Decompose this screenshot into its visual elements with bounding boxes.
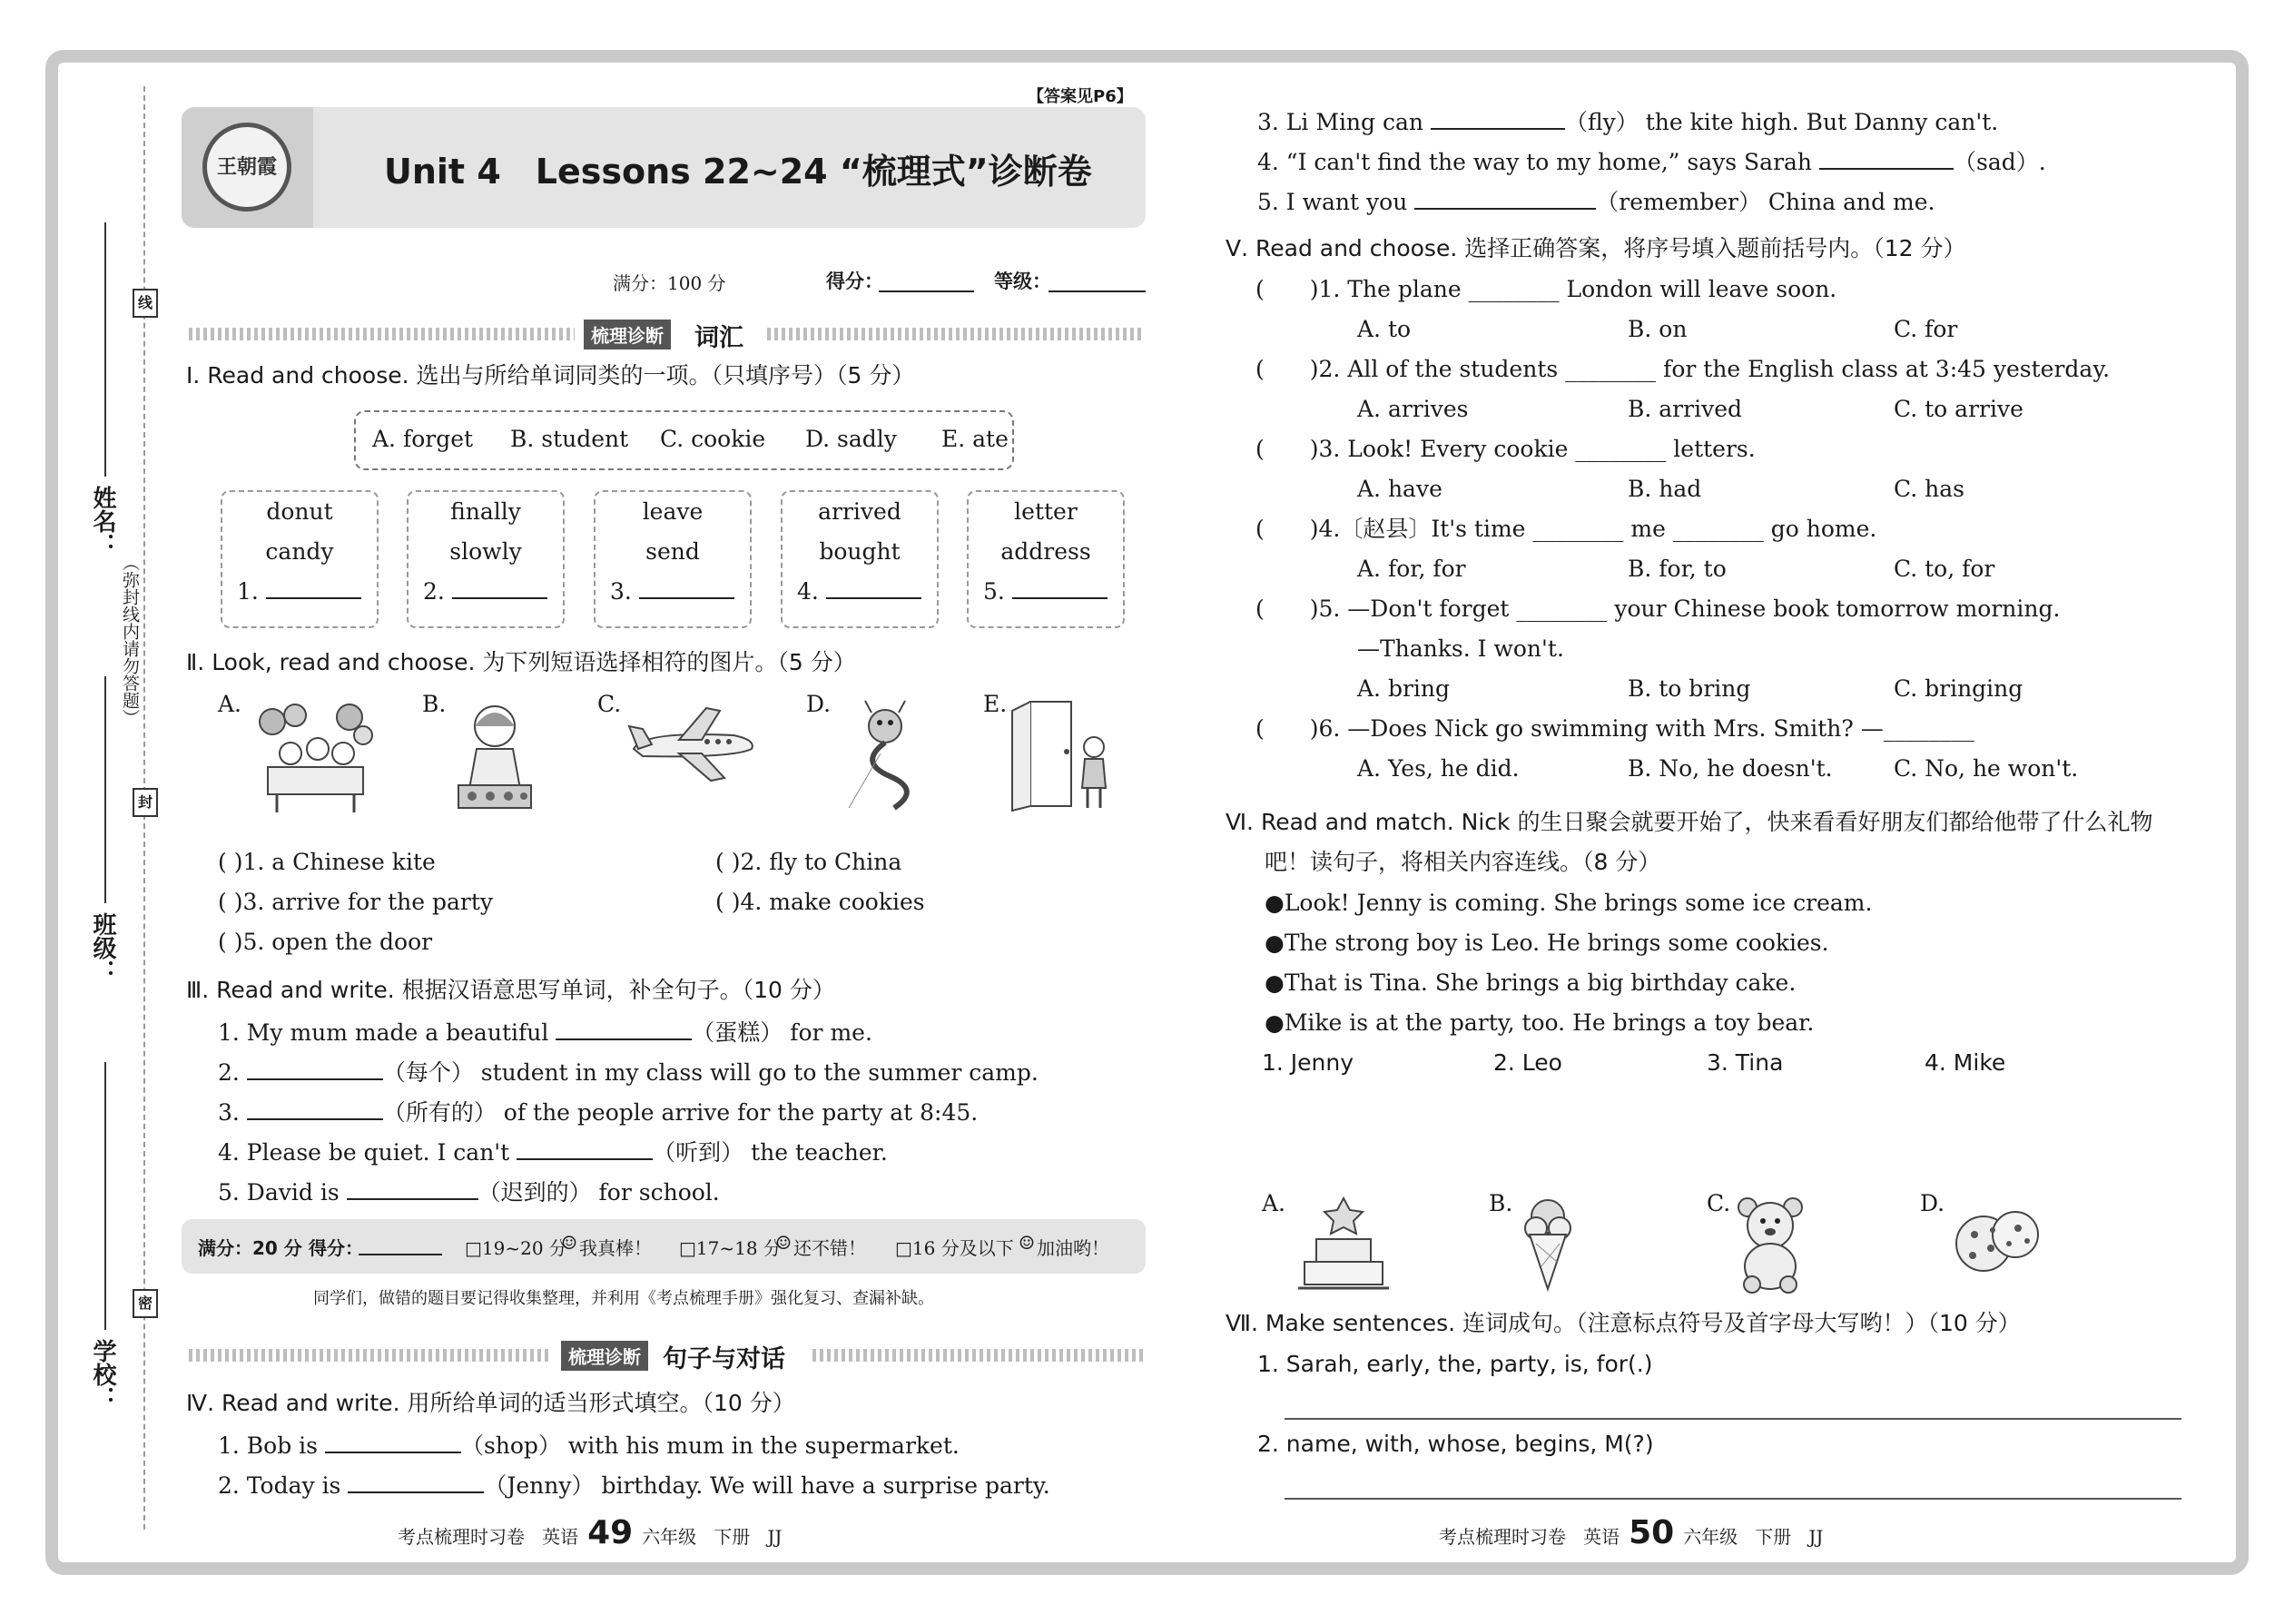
section-score-field[interactable] xyxy=(359,1254,442,1255)
binder-marker-seal: 封 xyxy=(133,788,158,817)
q4-item: 2. Today is （Jenny） birthday. We will have a surprise party. xyxy=(218,1470,1050,1501)
pic-label: A. xyxy=(218,691,242,717)
binder-note: （弥封线内请勿答题） xyxy=(120,554,140,726)
class-field[interactable] xyxy=(104,676,106,903)
answer-blank[interactable] xyxy=(556,1017,692,1040)
pic-label: C. xyxy=(1707,1190,1731,1216)
score-label: 得分： xyxy=(826,271,883,292)
word: address xyxy=(1000,538,1091,565)
answer-line[interactable] xyxy=(1285,1418,2181,1420)
pic-label: D. xyxy=(1920,1190,1945,1216)
score-option[interactable]: □17~18 分 xyxy=(679,1237,782,1259)
q5-option[interactable]: C. for xyxy=(1894,316,1958,342)
answer-blank[interactable] xyxy=(247,1097,383,1120)
q5-option[interactable]: A. Yes, he did. xyxy=(1357,755,1520,782)
answer-blank[interactable] xyxy=(266,576,361,599)
q2-item: ( )2. fly to China xyxy=(715,849,902,875)
publisher-logo: 王朝霞 xyxy=(202,123,291,212)
q5-option[interactable]: C. has xyxy=(1894,476,1964,502)
q4-item: 5. I want you （remember） China and me. xyxy=(1257,186,1935,217)
q6-heading-cont: 吧！读句子，将相关内容连线。（8 分） xyxy=(1265,849,1661,875)
pic-label: E. xyxy=(983,691,1008,717)
title-banner xyxy=(182,107,1146,228)
q5-option[interactable]: A. have xyxy=(1357,476,1442,502)
q5-option[interactable]: B. for, to xyxy=(1628,556,1727,582)
score-option-text: 还不错！ xyxy=(793,1237,866,1259)
cookies-picture xyxy=(1947,1203,2047,1275)
pic-label: A. xyxy=(1262,1190,1286,1216)
section-tag: 梳理诊断 xyxy=(584,320,671,349)
q5-option[interactable]: A. for, for xyxy=(1357,556,1466,582)
score-option-text: 我真棒！ xyxy=(579,1237,652,1259)
q5-item: ( )4.〔赵县〕It's time ________ me ________ go home. xyxy=(1255,516,1877,542)
answer-blank[interactable] xyxy=(452,576,547,599)
q3-item: 4. Please be quiet. I can't （听到） the teacher. xyxy=(218,1137,888,1167)
q5-option[interactable]: A. arrives xyxy=(1357,396,1469,422)
review-note: 同学们，做错的题目要记得收集整理，并利用《考点梳理手册》强化复习、查漏补缺。 xyxy=(313,1289,934,1308)
section-score-label: 得分： xyxy=(309,1237,363,1259)
q5-option[interactable]: B. arrived xyxy=(1628,396,1742,422)
word: leave xyxy=(642,498,704,525)
answer-reference: 【答案见P6】 xyxy=(1028,87,1133,106)
section-score-bar xyxy=(182,1219,1146,1274)
match-name[interactable]: 2. Leo xyxy=(1493,1049,1562,1076)
word: slowly xyxy=(449,538,522,565)
q4-item: 4. “I can't find the way to my home,” says Sarah （sad）. xyxy=(1257,146,2046,177)
section-title: 词汇 xyxy=(694,324,743,352)
q5-heading: Ⅴ. Read and choose. 选择正确答案，将序号填入题前括号内。（12 分） xyxy=(1226,235,1966,261)
match-name[interactable]: 1. Jenny xyxy=(1262,1049,1354,1076)
answer-blank[interactable] xyxy=(1414,186,1596,210)
name-field[interactable] xyxy=(104,222,106,477)
answer-blank[interactable] xyxy=(517,1137,653,1160)
word: donut xyxy=(266,498,333,525)
smile-icon: ☺ xyxy=(1019,1232,1035,1254)
q5-option[interactable]: B. had xyxy=(1628,476,1702,502)
q1-option: C. cookie xyxy=(660,426,766,452)
q5-option[interactable]: A. to xyxy=(1357,316,1412,342)
q3-item: 5. David is （迟到的） for school. xyxy=(218,1176,720,1207)
item-number: 3. xyxy=(610,578,632,605)
q7-item: 2. name, with, whose, begins, M(?) xyxy=(1257,1431,1654,1457)
toy-bear-picture xyxy=(1729,1194,1811,1294)
birthday-cake-picture xyxy=(1294,1194,1393,1294)
ice-cream-picture xyxy=(1516,1194,1580,1294)
q6-sentence: ●Look! Jenny is coming. She brings some ice cream. xyxy=(1265,890,1873,916)
footer-left: 考点梳理时习卷 英语 49 六年级 下册 JJ xyxy=(398,1514,783,1551)
q7-item: 1. Sarah, early, the, party, is, for(.) xyxy=(1257,1351,1653,1377)
q5-option[interactable]: B. on xyxy=(1628,316,1688,342)
q1-word-box xyxy=(594,490,752,628)
score-option-text: 加油哟！ xyxy=(1037,1237,1109,1259)
pic-label: B. xyxy=(422,691,447,717)
answer-blank[interactable] xyxy=(348,1470,484,1493)
word: bought xyxy=(819,538,901,565)
opening-door-picture xyxy=(1008,697,1126,815)
word: arrived xyxy=(818,498,901,525)
answer-blank[interactable] xyxy=(826,576,921,599)
binder-marker-secret: 密 xyxy=(133,1289,158,1318)
q3-heading: Ⅲ. Read and write. 根据汉语意思写单词，补全句子。（10 分） xyxy=(186,977,835,1003)
q6-sentence: ●The strong boy is Leo. He brings some cookies. xyxy=(1265,930,1829,956)
q3-item: 3. （所有的） of the people arrive for the party at 8:45. xyxy=(218,1097,978,1127)
answer-blank[interactable] xyxy=(247,1057,383,1080)
answer-blank[interactable] xyxy=(639,576,734,599)
q5-option[interactable]: C. bringing xyxy=(1894,675,2023,702)
section-full-score: 满分：20 分 xyxy=(198,1237,302,1259)
q1-option: A. forget xyxy=(372,426,474,452)
score-option[interactable]: □16 分及以下 xyxy=(895,1237,1014,1259)
answer-line[interactable] xyxy=(1285,1498,2181,1500)
q1-word-box xyxy=(967,490,1125,628)
school-label: 学校： xyxy=(89,1339,116,1410)
q1-option: B. student xyxy=(510,426,629,452)
answer-blank[interactable] xyxy=(325,1430,461,1453)
answer-blank[interactable] xyxy=(1819,146,1954,170)
item-number: 1. xyxy=(237,578,259,605)
answer-blank[interactable] xyxy=(1012,576,1108,599)
name-label: 姓名： xyxy=(89,486,116,556)
party-picture xyxy=(250,699,377,817)
page-number: 50 xyxy=(1629,1514,1675,1551)
q6-heading: Ⅵ. Read and match. Nick 的生日聚会就要开始了，快来看看好朋友们都给他带了什么礼物 xyxy=(1226,809,2153,835)
q1-word-box xyxy=(407,490,565,628)
score-option[interactable]: □19~20 分 xyxy=(465,1237,567,1259)
q1-heading: Ⅰ. Read and choose. 选出与所给单词同类的一项。（只填序号）（5 分） xyxy=(186,362,915,389)
section-tag: 梳理诊断 xyxy=(561,1341,648,1371)
q4-heading: Ⅳ. Read and write. 用所给单词的适当形式填空。（10 分） xyxy=(186,1390,795,1416)
q5-item: ( )6. —Does Nick go swimming with Mrs. Smith? —________ xyxy=(1255,715,1974,742)
girl-with-cookies-picture xyxy=(449,699,540,817)
q4-item: 1. Bob is （shop） with his mum in the supermarket. xyxy=(218,1430,960,1461)
q5-item: ( )1. The plane ________ London will leave soon. xyxy=(1255,276,1837,302)
section-title: 句子与对话 xyxy=(663,1345,785,1373)
page-number: 49 xyxy=(587,1514,634,1551)
pic-label: C. xyxy=(597,691,622,717)
smile-icon: ☺ xyxy=(775,1232,792,1254)
smile-icon: ☺ xyxy=(561,1232,577,1254)
q6-sentence: ●That is Tina. She brings a big birthday cake. xyxy=(1265,969,1797,996)
q1-option: D. sadly xyxy=(805,426,897,452)
q2-heading: Ⅱ. Look, read and choose. 为下列短语选择相符的图片。（5 分） xyxy=(186,649,856,675)
q1-options-box xyxy=(354,410,1014,470)
q2-item: ( )1. a Chinese kite xyxy=(218,849,436,875)
match-name[interactable]: 3. Tina xyxy=(1707,1049,1784,1076)
pic-label: B. xyxy=(1489,1190,1513,1216)
q3-item: 1. My mum made a beautiful （蛋糕） for me. xyxy=(218,1017,872,1048)
q2-item: ( )5. open the door xyxy=(218,929,433,955)
q1-option: E. ate xyxy=(941,426,1009,452)
class-label: 班级： xyxy=(89,912,116,983)
q4-item: 3. Li Ming can （fly） the kite high. But Danny can't. xyxy=(1257,106,1998,137)
item-number: 2. xyxy=(423,578,445,605)
q3-item: 2. （每个） student in my class will go to the summer camp. xyxy=(218,1057,1039,1088)
binder-marker-line: 线 xyxy=(133,289,158,318)
word: finally xyxy=(450,498,521,525)
score-field[interactable] xyxy=(879,290,974,292)
q5-option[interactable]: C. to, for xyxy=(1894,556,1995,582)
pic-label: D. xyxy=(806,691,832,717)
word: send xyxy=(645,538,700,565)
grade-label: 等级： xyxy=(994,271,1051,292)
word: letter xyxy=(1014,498,1078,525)
footer-right: 考点梳理时习卷 英语 50 六年级 下册 JJ xyxy=(1439,1514,1824,1551)
q5-option[interactable]: B. to bring xyxy=(1628,675,1751,702)
q5-item-reply: —Thanks. I won't. xyxy=(1357,635,1564,662)
full-score-text: 满分：100 分 xyxy=(613,272,726,294)
q7-heading: Ⅶ. Make sentences. 连词成句。（注意标点符号及首字母大写哟！）（10 分） xyxy=(1226,1310,2021,1336)
answer-blank[interactable] xyxy=(347,1176,478,1200)
q1-word-box xyxy=(781,490,939,628)
grade-field[interactable] xyxy=(1049,290,1146,292)
q5-option[interactable]: C. to arrive xyxy=(1894,396,2023,422)
q5-item: ( )3. Look! Every cookie ________ letters. xyxy=(1255,436,1756,462)
page-title: Unit 4 Lessons 22~24 “梳理式”诊断卷 xyxy=(384,152,1092,192)
airplane-picture xyxy=(625,704,761,785)
dragon-kite-picture xyxy=(840,699,940,817)
answer-blank[interactable] xyxy=(1431,106,1565,130)
word: candy xyxy=(265,538,334,565)
q2-item: ( )4. make cookies xyxy=(715,889,925,915)
q2-item: ( )3. arrive for the party xyxy=(218,889,494,915)
school-field[interactable] xyxy=(104,1062,106,1330)
item-number: 4. xyxy=(797,578,819,605)
q5-item: ( )2. All of the students ________ for the English class at 3:45 yesterday. xyxy=(1255,356,2111,382)
q6-sentence: ●Mike is at the party, too. He brings a toy bear. xyxy=(1265,1009,1815,1036)
q5-option[interactable]: B. No, he doesn't. xyxy=(1628,755,1833,782)
item-number: 5. xyxy=(983,578,1005,605)
q1-word-box xyxy=(221,490,379,628)
q5-option[interactable]: C. No, he won't. xyxy=(1894,755,2079,782)
q5-option[interactable]: A. bring xyxy=(1357,675,1451,702)
q5-item: ( )5. —Don't forget ________ your Chinese book tomorrow morning. xyxy=(1255,595,2061,622)
match-name[interactable]: 4. Mike xyxy=(1925,1049,2006,1076)
